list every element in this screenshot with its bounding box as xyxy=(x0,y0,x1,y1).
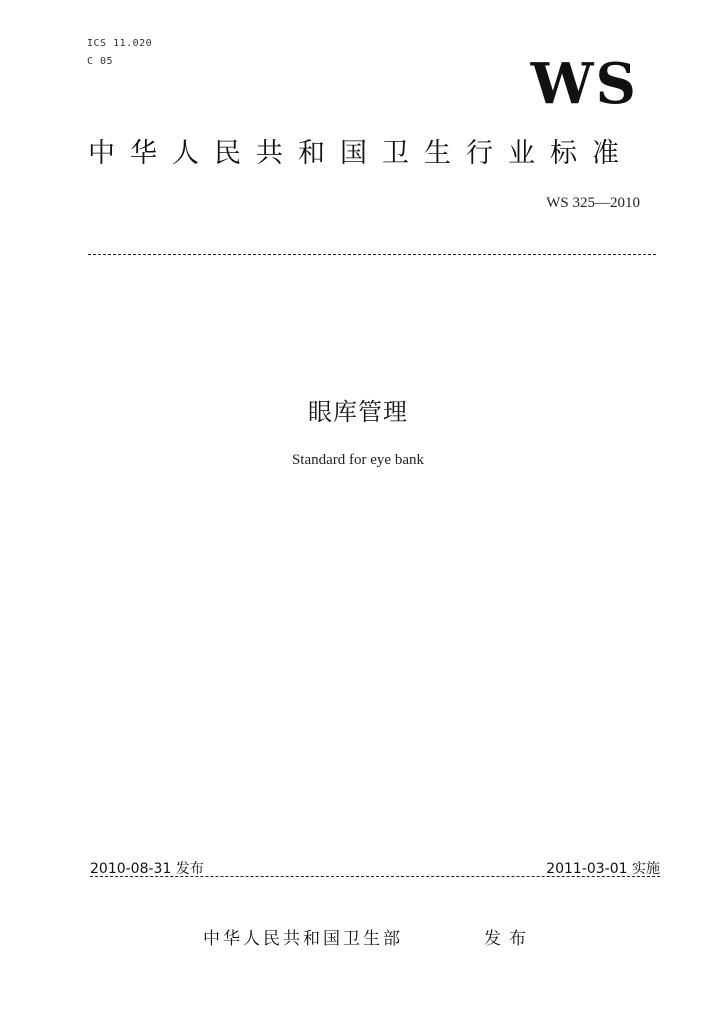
publisher-name: 中华人民共和国卫生部 xyxy=(203,929,403,949)
issue-date: 2010-08-31 发布 xyxy=(90,861,204,877)
standard-number: WS 325—2010 xyxy=(546,195,640,211)
ics-code: ICS 11.020 xyxy=(87,38,153,49)
top-divider xyxy=(88,254,656,255)
standard-category-title: 中华人民共和国卫生行业标准 xyxy=(88,138,634,169)
implementation-date: 2011-03-01 实施 xyxy=(546,861,660,877)
document-title: 眼库管理 xyxy=(308,398,408,426)
bottom-divider xyxy=(90,876,660,877)
document-subtitle: Standard for eye bank xyxy=(291,452,425,468)
publish-label: 发布 xyxy=(484,929,534,949)
ccs-code: C 05 xyxy=(87,56,114,67)
ws-logo: WS xyxy=(530,51,638,117)
